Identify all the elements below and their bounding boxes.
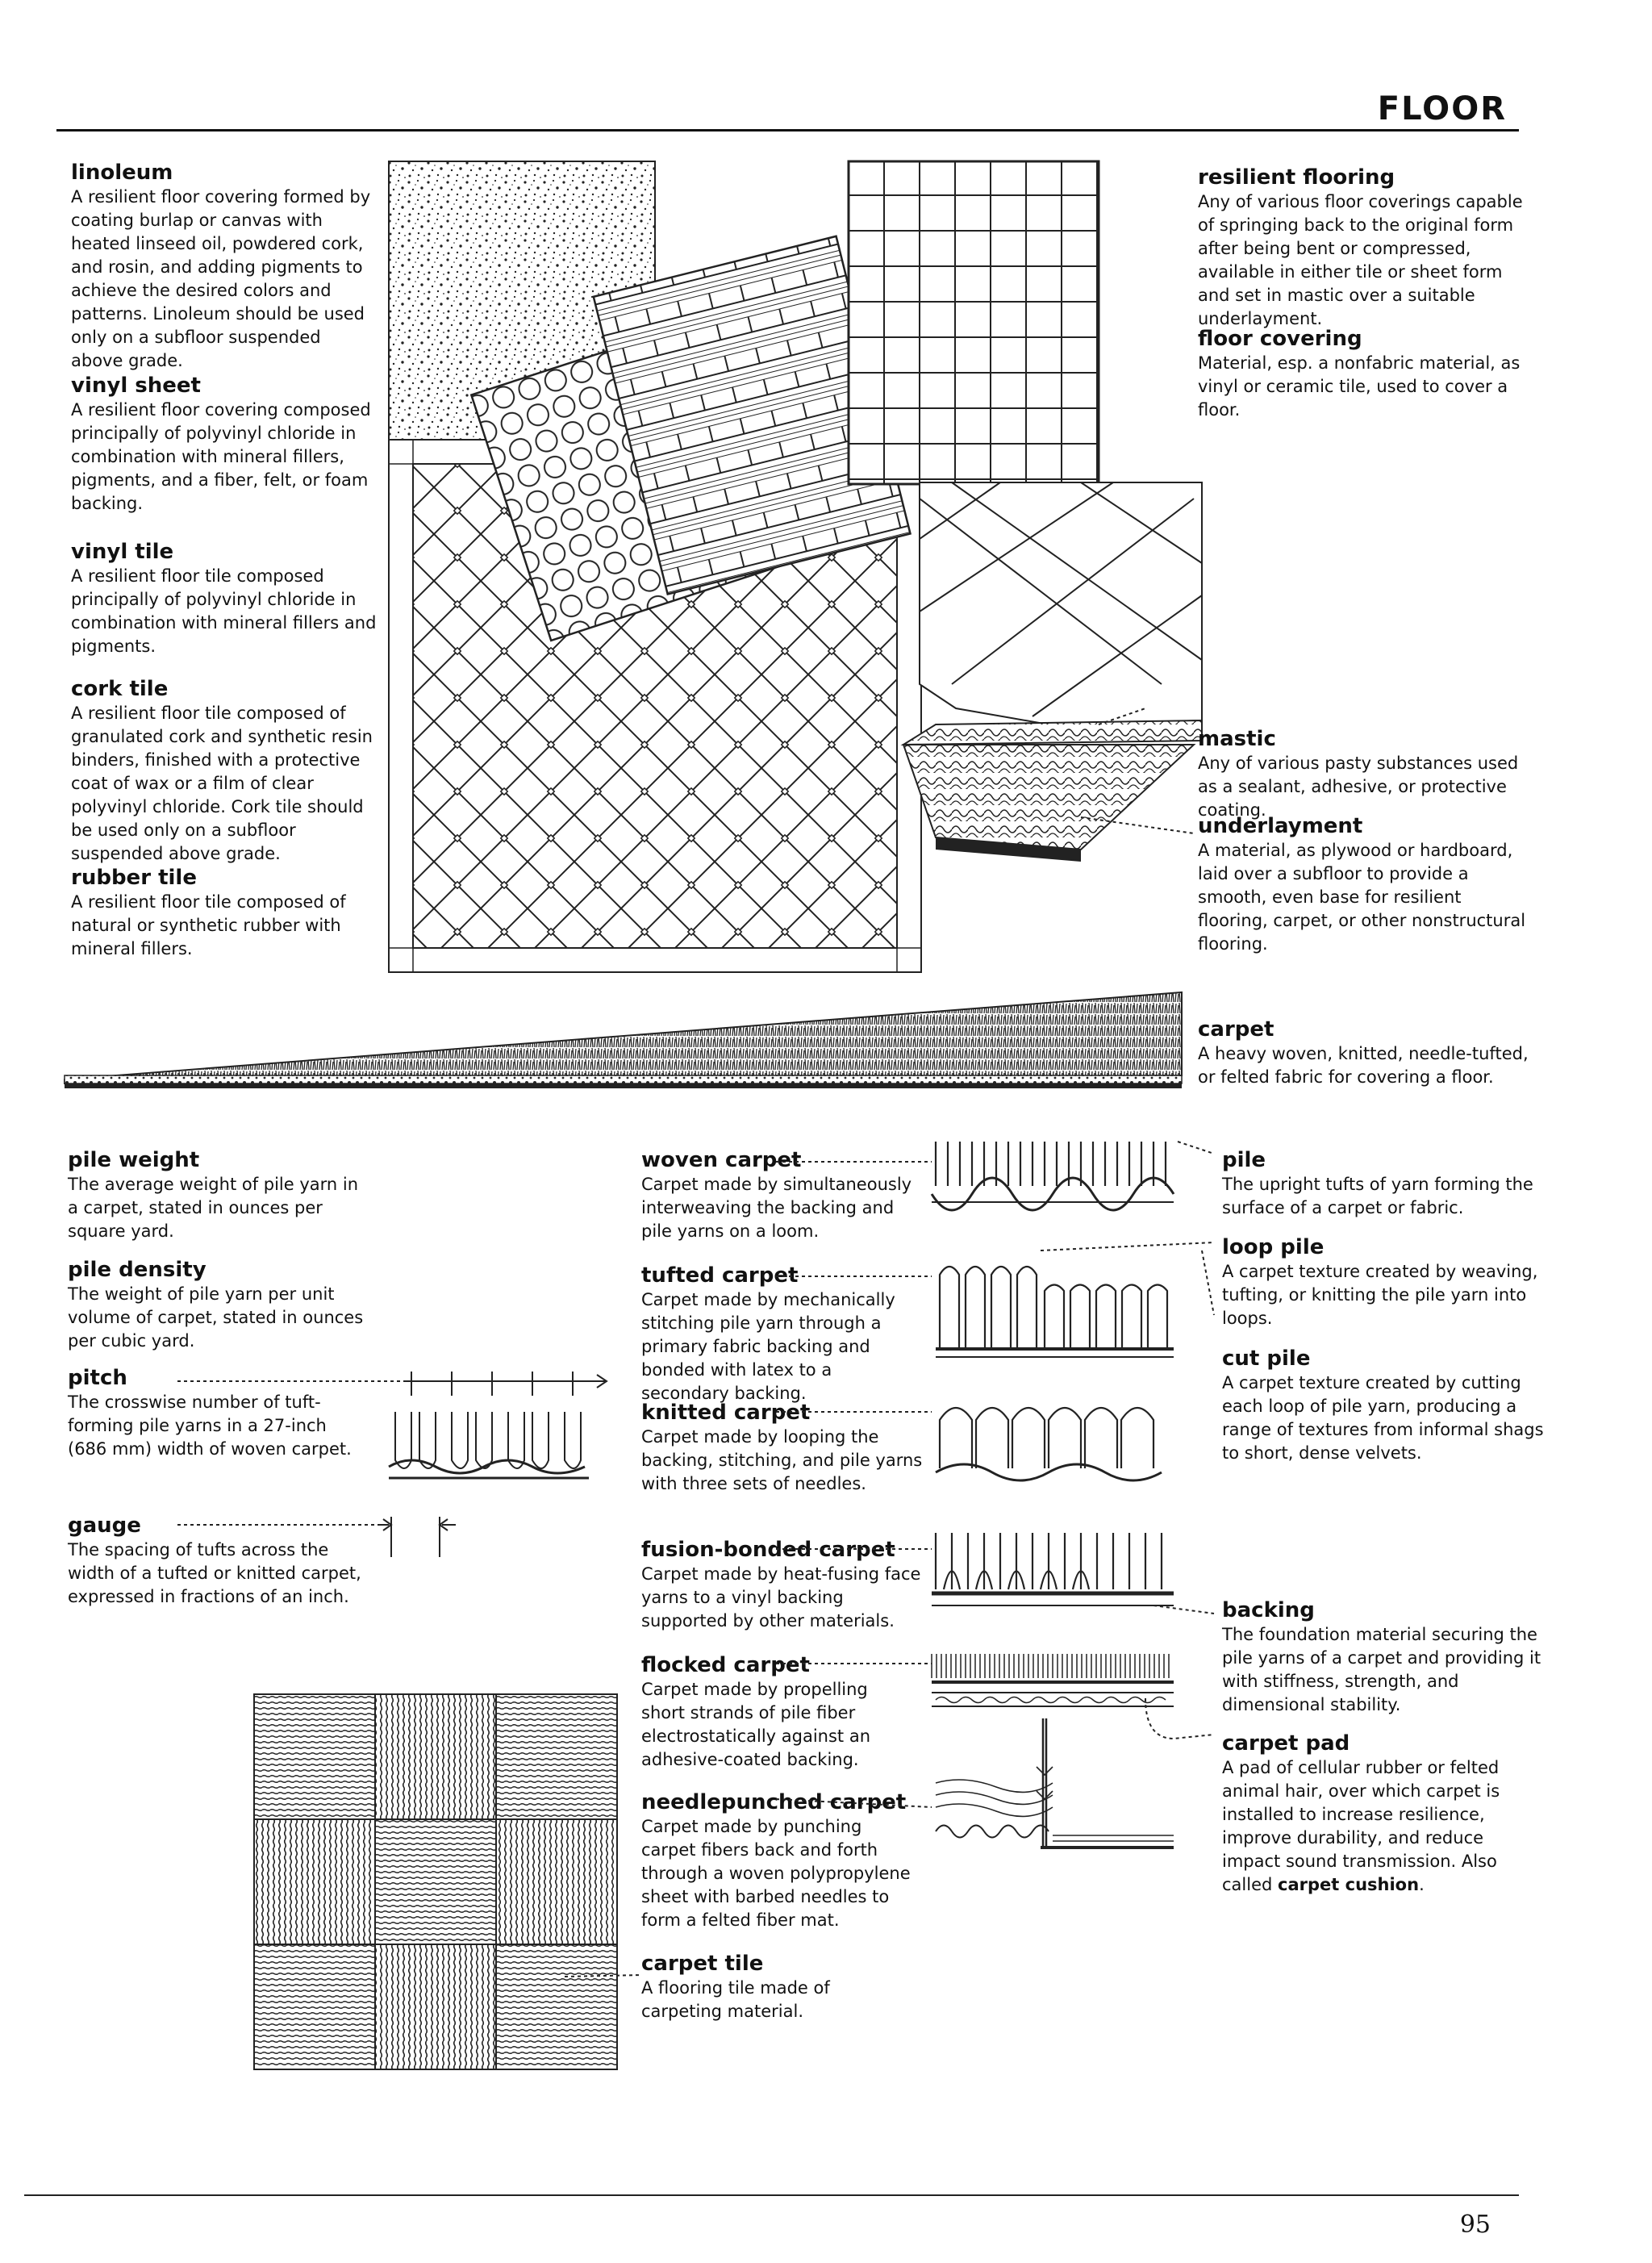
entry-rubber-tile [71, 865, 378, 961]
def-floor-covering: Material, esp. a nonfabric material, as vinyl or ceramic tile, used to cover a floor. [1198, 353, 1521, 420]
def-carpet-pad-end: . [1419, 1875, 1425, 1894]
entry-carpet [1198, 1017, 1537, 1089]
def-fusion-bonded-carpet: Carpet made by heat-fusing face yarns to a vinyl backing supported by other materials. [641, 1564, 921, 1630]
def-resilient-flooring: Any of various floor coverings capable of springing back to the original form after being bent or compressed, available in either tile or sheet form and set in mastic over a suitable underlayment. [1198, 192, 1523, 328]
entry-cut-pile [1222, 1346, 1545, 1465]
def-flocked-carpet: Carpet made by propelling short strands of pile fiber electrostatically against an adhesive-coated backing. [641, 1680, 871, 1769]
entry-loop-pile [1222, 1234, 1545, 1330]
def-carpet-tile: A flooring tile made of carpeting material. [641, 1978, 830, 2021]
term-linoleum: linoleum [71, 161, 173, 185]
term-woven-carpet: woven carpet [641, 1148, 802, 1172]
def-underlayment: A material, as plywood or hardboard, laid over a subfloor to provide a smooth, even base for resilient flooring, carpet, or other nonstructural flooring. [1198, 841, 1526, 954]
pitch-gauge-diagram [177, 1363, 613, 1557]
term-mastic: mastic [1198, 727, 1276, 751]
term-loop-pile: loop pile [1222, 1235, 1325, 1259]
term-cork-tile: cork tile [71, 677, 169, 701]
header-rule [56, 129, 1519, 132]
def-vinyl-sheet: A resilient floor covering composed principally of polyvinyl chloride in combination with mineral fillers, pigments, and a fiber, felt, or foam backing. [71, 400, 371, 513]
term-cut-pile: cut pile [1222, 1347, 1311, 1371]
page-title: FLOOR [1377, 90, 1507, 127]
term-flocked-carpet: flocked carpet [641, 1653, 810, 1677]
def-mastic: Any of various pasty substances used as a sealant, adhesive, or protective coating. [1198, 754, 1519, 820]
term-rubber-tile: rubber tile [71, 866, 197, 890]
def-carpet-pad-text: A pad of cellular rubber or felted animal hair, over which carpet is installed to increase resilience, improve durability, and reduce impact sound transmission. Also called [1222, 1758, 1500, 1894]
def-loop-pile: A carpet texture created by weaving, tufting, or knitting the pile yarn into loops. [1222, 1262, 1538, 1328]
def-cork-tile: A resilient floor tile composed of granulated cork and synthetic resin binders, finished with a protective coat of wax or a film of clear polyvinyl chloride. Cork tile should be used only on a subfloor suspended above grade. [71, 704, 373, 863]
term-knitted-carpet: knitted carpet [641, 1401, 811, 1425]
entry-backing [1222, 1597, 1545, 1717]
entry-mastic [1198, 726, 1529, 822]
term-underlayment: underlayment [1198, 814, 1363, 838]
entry-pile-weight [68, 1147, 366, 1243]
entry-carpet-pad [1222, 1731, 1545, 1897]
def-gauge: The spacing of tufts across the width of a tufted or knitted carpet, expressed in fractions of an inch. [68, 1540, 361, 1606]
def-pile-weight: The average weight of pile yarn in a carpet, stated in ounces per square yard. [68, 1175, 359, 1241]
def-rubber-tile: A resilient floor tile composed of natural or synthetic rubber with mineral fillers. [71, 892, 346, 958]
footer-rule [24, 2194, 1519, 2196]
def-knitted-carpet: Carpet made by looping the backing, stitching, and pile yarns with three sets of needles. [641, 1427, 923, 1493]
term-needlepunched-carpet: needlepunched carpet [641, 1790, 907, 1814]
def-woven-carpet: Carpet made by simultaneously interweaving the backing and pile yarns on a loom. [641, 1175, 912, 1241]
def-carpet: A heavy woven, knitted, needle-tufted, or felted fabric for covering a floor. [1198, 1044, 1529, 1087]
entry-linoleum [71, 160, 378, 373]
def-pile-density: The weight of pile yarn per unit volume of carpet, stated in ounces per cubic yard. [68, 1284, 364, 1351]
def-backing: The foundation material securing the pile yarns of a carpet and providing it with stiffness, strength, and dimensional stability. [1222, 1625, 1541, 1714]
term-pile-weight: pile weight [68, 1148, 200, 1172]
entry-pile-density [68, 1257, 366, 1353]
carpet-illustration [65, 991, 1194, 1096]
term-pitch: pitch [68, 1366, 127, 1390]
carpet-part-leaders [1041, 1138, 1226, 1864]
term-carpet-pad: carpet pad [1222, 1731, 1350, 1756]
def-pitch: The crosswise number of tuft-forming pile yarns in a 27-inch (686 mm) width of woven carpet. [68, 1392, 352, 1459]
carpet-type-leaders [565, 1154, 936, 1993]
entry-pile [1222, 1147, 1545, 1220]
term-carpet-tile: carpet tile [641, 1952, 764, 1976]
term-backing: backing [1222, 1598, 1315, 1622]
def-cut-pile: A carpet texture created by cutting each loop of pile yarn, producing a range of textures from informal shags to short, dense velvets. [1222, 1373, 1544, 1463]
term-resilient-flooring: resilient flooring [1198, 165, 1395, 190]
term-tufted-carpet: tufted carpet [641, 1263, 799, 1288]
def-pile: The upright tufts of yarn forming the surface of a carpet or fabric. [1222, 1175, 1533, 1217]
term-gauge: gauge [68, 1514, 141, 1538]
resilient-tiles-illustration [387, 160, 1194, 983]
term-floor-covering: floor covering [1198, 327, 1362, 351]
entry-cork-tile [71, 676, 386, 866]
term-vinyl-sheet: vinyl sheet [71, 374, 201, 398]
term-vinyl-tile: vinyl tile [71, 540, 174, 564]
def-needlepunched-carpet: Carpet made by punching carpet fibers back and forth through a woven polypropylene sheet with barbed needles to form a felted fiber mat. [641, 1817, 911, 1930]
entry-resilient-flooring [1198, 165, 1529, 331]
def-carpet-pad [1222, 1756, 1545, 1897]
term-pile-density: pile density [68, 1258, 206, 1282]
def-vinyl-tile: A resilient floor tile composed principally of polyvinyl chloride in combination with mineral fillers and pigments. [71, 566, 377, 656]
entry-vinyl-tile [71, 539, 378, 658]
entry-floor-covering [1198, 326, 1529, 422]
def-linoleum: A resilient floor covering formed by coating burlap or canvas with heated linseed oil, powdered cork, and rosin, and adding pigments to achieve the desired colors and patterns. Linoleum should be used only on a subfloor suspended above grade. [71, 187, 371, 370]
def-tufted-carpet: Carpet made by mechanically stitching pile yarn through a primary fabric backing and bonded with latex to a secondary backing. [641, 1290, 895, 1403]
term-fusion-bonded-carpet: fusion-bonded carpet [641, 1538, 895, 1562]
term-carpet: carpet [1198, 1017, 1274, 1042]
def-carpet-pad-also-called: carpet cushion [1278, 1875, 1420, 1894]
entry-vinyl-sheet [71, 373, 378, 516]
page-number: 95 [1459, 2211, 1491, 2239]
term-pile: pile [1222, 1148, 1266, 1172]
entry-underlayment [1198, 813, 1529, 956]
